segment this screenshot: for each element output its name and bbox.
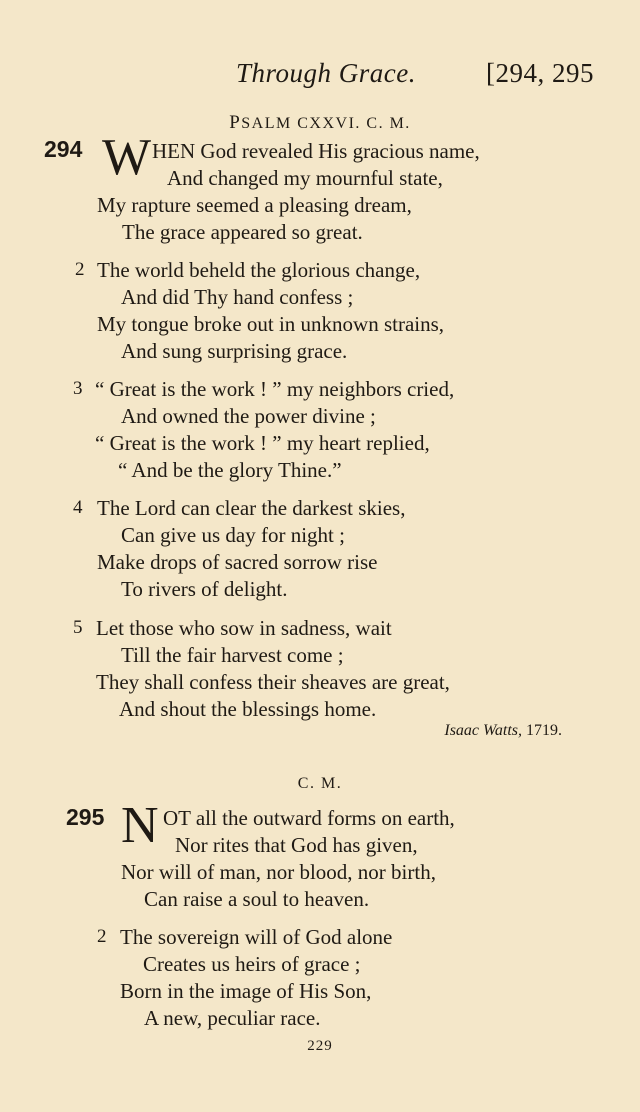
hymn-294-line-1: HEN God revealed His gracious name, — [152, 139, 480, 163]
stanza-line: Let those who sow in sadness, wait — [96, 616, 392, 640]
hymn-295-line-1: OT all the outward forms on earth, — [163, 806, 455, 830]
running-hymn-numbers: [294, 295 — [486, 58, 594, 88]
stanza-line: And sung surprising grace. — [121, 339, 348, 363]
dropcap-w: W — [102, 129, 152, 186]
hymn-number-294: 294 — [44, 136, 83, 162]
stanza-line: My tongue broke out in unknown strains, — [97, 312, 445, 336]
hymn-294-line-4: The grace appeared so great. — [122, 220, 363, 244]
attribution-year: 1719. — [522, 722, 562, 739]
hymn-295-line-2: Nor rites that God has given, — [175, 833, 418, 857]
hymn-294-line-3: My rapture seemed a pleasing dream, — [97, 193, 412, 217]
hymn-number-295: 295 — [66, 804, 105, 830]
stanza-line: Can give us day for night ; — [121, 523, 345, 547]
stanza-line: And owned the power divine ; — [121, 404, 376, 428]
stanza-line: The sovereign will of God alone — [120, 925, 393, 949]
stanza-number: 4 — [73, 497, 83, 518]
stanza-number: 3 — [73, 378, 83, 399]
attribution-author: Isaac Watts, — [444, 722, 522, 739]
stanza-line: Born in the image of His Son, — [120, 979, 372, 1003]
stanza-line: “ Great is the work ! ” my heart replied, — [95, 431, 430, 455]
hymn-295-line-4: Can raise a soul to heaven. — [144, 887, 370, 911]
stanza-line: “ Great is the work ! ” my neighbors cried, — [95, 377, 455, 401]
stanza-line: To rivers of delight. — [121, 577, 288, 601]
stanza-line: Creates us heirs of grace ; — [143, 952, 361, 976]
stanza-line: The world beheld the glorious change, — [97, 258, 421, 282]
stanza-line: “ And be the glory Thine.” — [118, 458, 342, 482]
dropcap-n: N — [121, 797, 159, 854]
stanza-number: 5 — [73, 617, 83, 638]
stanza-line: Till the fair harvest come ; — [121, 643, 344, 667]
stanza-number: 2 — [97, 926, 107, 947]
page-number: 229 — [307, 1038, 333, 1054]
stanza-line: The Lord can clear the darkest skies, — [97, 496, 406, 520]
hymn-294-meter: PSALM CXXVI. C. M. — [229, 112, 411, 133]
running-head — [0, 58, 640, 94]
stanza-line: Make drops of sacred sorrow rise — [97, 550, 378, 574]
stanza-line: They shall confess their sheaves are great, — [96, 670, 450, 694]
hymn-295-meter: C. M. — [297, 775, 343, 792]
stanza-number: 2 — [75, 259, 85, 280]
stanza-line: A new, peculiar race. — [144, 1006, 321, 1030]
stanza-line: And shout the blessings home. — [119, 697, 377, 721]
running-title: Through Grace. — [236, 58, 416, 88]
hymn-294-line-2: And changed my mournful state, — [167, 166, 443, 190]
stanza-line: And did Thy hand confess ; — [121, 285, 354, 309]
hymn-295-line-3: Nor will of man, nor blood, nor birth, — [121, 860, 436, 884]
hymn-294-attribution — [444, 722, 562, 740]
